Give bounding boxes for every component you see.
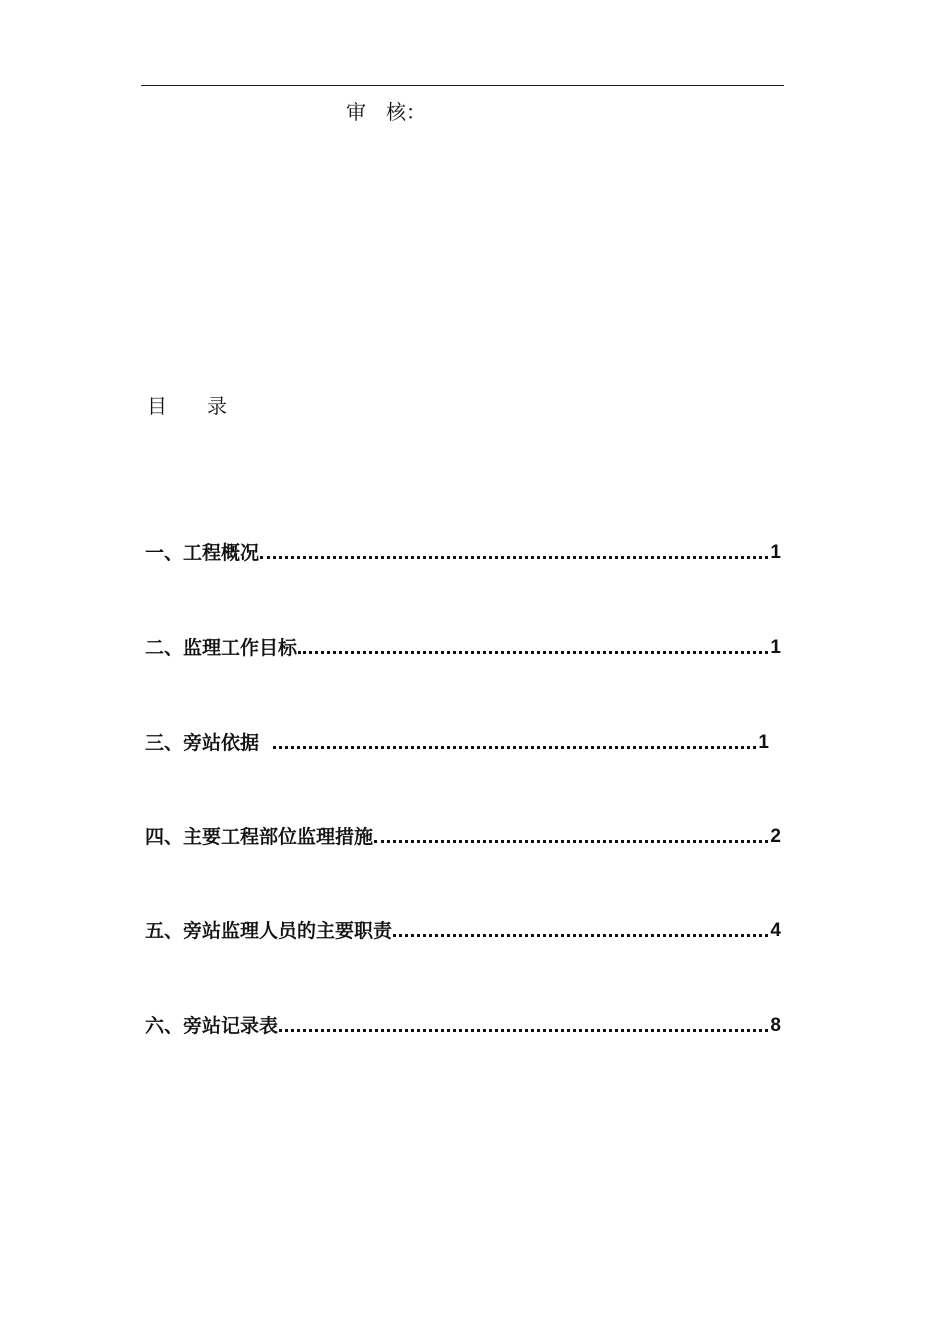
toc-entry-label: 一、工程概况 [145,542,260,564]
reviewer-label: 审 核： [346,100,426,124]
toc-entry-project-overview[interactable] [145,536,781,566]
toc-entry-label: 六、旁站记录表 [145,1015,279,1037]
toc-title: 目 录 [147,394,227,418]
toc-page-number: 1 [770,542,781,563]
toc-entry-label: 五、旁站监理人员的主要职责 [145,920,393,942]
toc-dot-leader [279,1029,768,1032]
toc-entry-label: 二、监理工作目标 [145,637,298,659]
toc-page-number: 8 [770,1015,781,1036]
toc-dot-leader [374,840,768,843]
toc-entry-supervision-goals[interactable] [145,631,781,661]
toc-entry-staff-duties[interactable] [145,914,781,944]
toc-entry-key-measures[interactable] [145,820,781,850]
toc-dot-leader [393,934,768,937]
toc-dot-leader [273,746,756,749]
toc-entry-onsite-basis[interactable] [145,726,769,756]
toc-entry-record-form[interactable] [145,1009,781,1039]
toc-dot-leader [298,651,768,654]
toc-entry-label: 四、主要工程部位监理措施 [145,826,374,848]
toc-page-number: 1 [770,637,781,658]
toc-dot-leader [260,556,768,559]
toc-page-number: 2 [770,826,781,847]
toc-page-number: 1 [758,732,769,753]
toc-page-number: 4 [770,920,781,941]
toc-entry-label: 三、旁站依据 [145,732,260,754]
top-divider-line [141,85,784,86]
